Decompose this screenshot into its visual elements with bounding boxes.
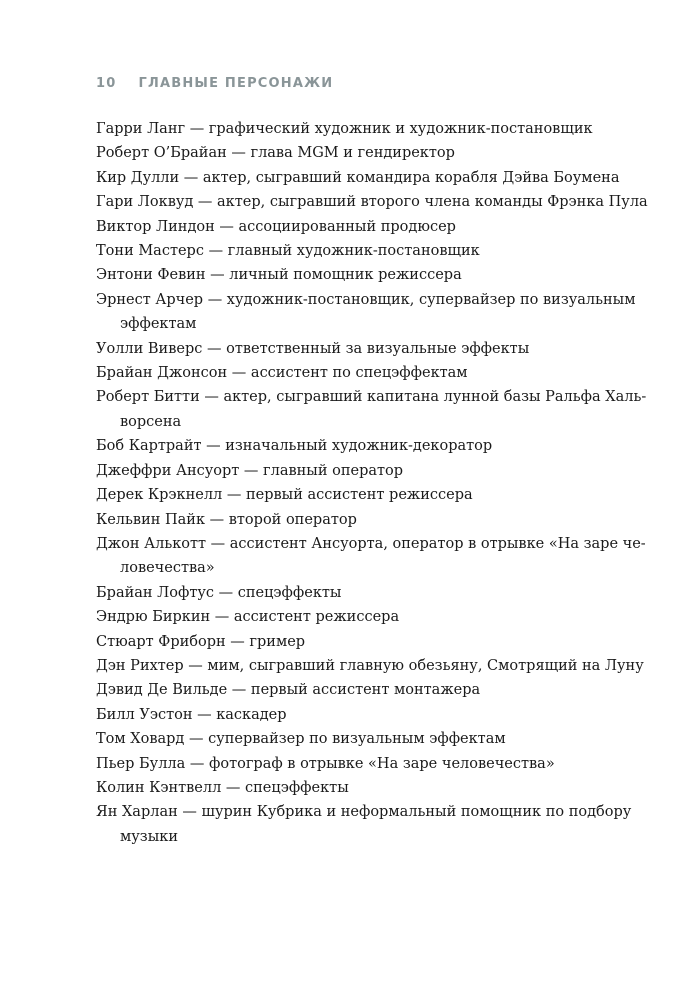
character-entry xyxy=(96,752,620,776)
character-entry xyxy=(96,288,636,337)
character-entry xyxy=(96,239,620,263)
entry-text: Роберт Битти — актер, сыгравший капитана лунной базы Ральфа Халь- xyxy=(96,389,647,406)
character-entry xyxy=(96,361,620,385)
character-entry xyxy=(96,727,620,751)
entry-text: Ян Харлан — шурин Кубрика и неформальный помощник по подбору xyxy=(96,804,632,821)
entry-continuation: ловечества» xyxy=(120,560,215,577)
entry-text: Джеффри Ансуорт — главный оператор xyxy=(96,462,404,479)
entry-text: Джон Алькотт — ассистент Ансуорта, оператор в отрывке «На заре че- xyxy=(96,535,646,552)
entry-text: Брайан Лофтус — спецэффекты xyxy=(96,584,342,601)
entry-text: Роберт О’Брайан — глава MGM и гендиректор xyxy=(96,145,455,162)
character-entry xyxy=(96,508,620,532)
entry-text: Гарри Ланг — графический художник и художник-постановщик xyxy=(96,121,593,137)
character-entry xyxy=(96,483,620,507)
entry-text: Брайан Джонсон — ассистент по спецэффектам xyxy=(96,365,468,382)
entry-text: Тони Мастерс — главный художник-постановщик xyxy=(96,243,480,260)
running-header xyxy=(96,76,333,91)
character-entry xyxy=(96,190,648,214)
entry-text: Кельвин Пайк — второй оператор xyxy=(96,511,357,528)
character-list xyxy=(96,117,648,849)
character-entry xyxy=(96,605,620,629)
character-entry xyxy=(96,630,620,654)
entry-text: Колин Кэнтвелл — спецэффекты xyxy=(96,779,349,796)
character-entry xyxy=(96,703,620,727)
character-entry xyxy=(96,678,620,702)
character-entry xyxy=(96,263,620,287)
character-entry xyxy=(96,385,647,434)
chapter-title: ГЛАВНЫЕ ПЕРСОНАЖИ xyxy=(138,76,334,91)
character-entry xyxy=(96,532,646,581)
character-entry xyxy=(96,654,644,678)
entry-text: Стюарт Фриборн — гример xyxy=(96,633,306,650)
entry-continuation: ворсена xyxy=(120,413,182,430)
entry-continuation: эффектам xyxy=(120,316,197,333)
entry-text: Дерек Крэкнелл — первый ассистент режиссера xyxy=(96,487,473,504)
entry-text: Дэн Рихтер — мим, сыгравший главную обезьяну, Смотрящий на Луну xyxy=(96,657,644,674)
entry-text: Эрнест Арчер — художник-постановщик, супервайзер по визуальным xyxy=(96,291,636,308)
character-entry xyxy=(96,166,620,190)
page-number: 10 xyxy=(96,76,117,91)
entry-text: Дэвид Де Вильде — первый ассистент монтажера xyxy=(96,682,481,699)
character-entry xyxy=(96,459,620,483)
entry-continuation: музыки xyxy=(120,828,178,845)
entry-text: Энтони Февин — личный помощник режиссера xyxy=(96,267,462,284)
entry-text: Пьер Булла — фотограф в отрывке «На заре человечества» xyxy=(96,755,555,772)
entry-text: Виктор Линдон — ассоциированный продюсер xyxy=(96,218,456,235)
entry-text: Гари Локвуд — актер, сыгравший второго члена команды Фрэнка Пула xyxy=(96,194,648,211)
entry-text: Кир Дулли — актер, сыгравший командира корабля Дэйва Боумена xyxy=(96,169,620,186)
character-entry xyxy=(96,434,620,458)
character-entry xyxy=(96,776,620,800)
character-entry xyxy=(96,800,632,849)
entry-text: Уолли Виверс — ответственный за визуальные эффекты xyxy=(96,340,530,357)
character-entry xyxy=(96,337,620,361)
entry-text: Боб Картрайт — изначальный художник-декоратор xyxy=(96,438,493,455)
character-entry xyxy=(96,581,620,605)
entry-text: Том Ховард — супервайзер по визуальным эффектам xyxy=(96,731,506,748)
character-entry xyxy=(96,215,620,239)
entry-text: Эндрю Биркин — ассистент режиссера xyxy=(96,609,400,626)
character-entry xyxy=(96,141,620,165)
entry-text: Билл Уэстон — каскадер xyxy=(96,706,287,723)
character-entry xyxy=(96,117,620,141)
